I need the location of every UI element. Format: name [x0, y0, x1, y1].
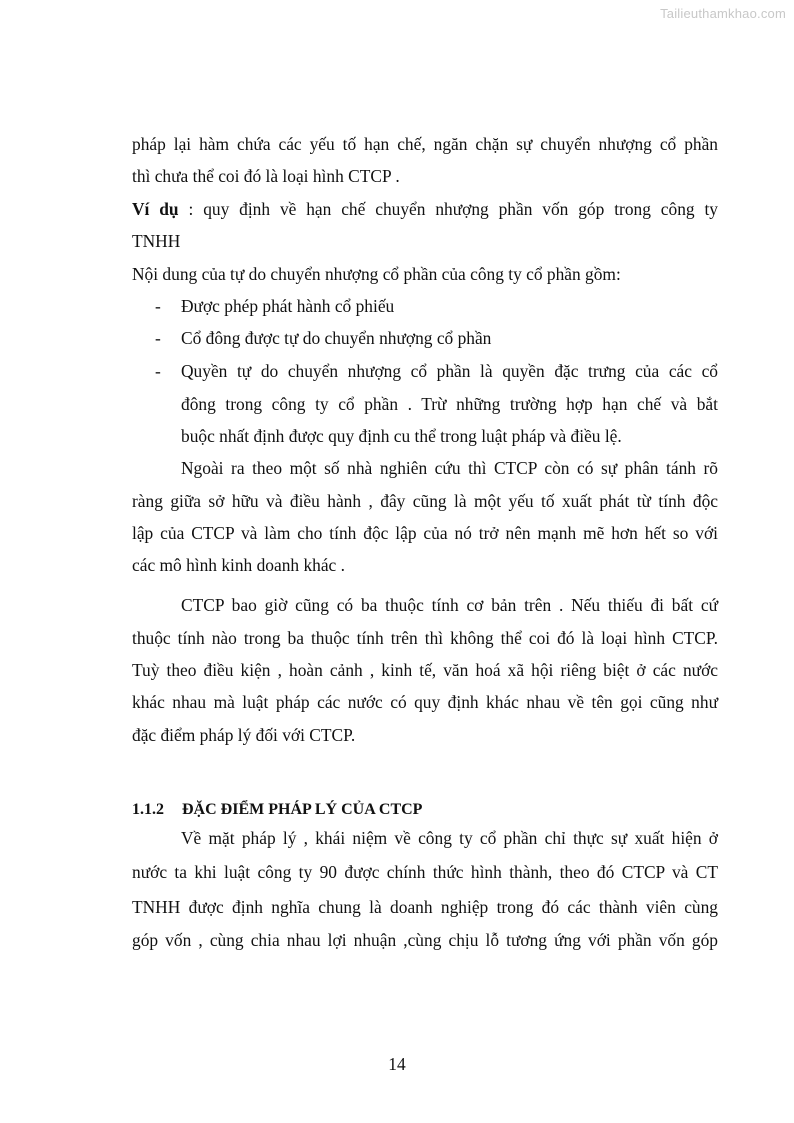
paragraph-line: các mô hình kinh doanh khác . [132, 555, 345, 575]
example-line [132, 198, 718, 220]
paragraph-line: ràng giữa sở hữu và điều hành , đây cũng là một yếu tố xuất phát từ tính độc [132, 491, 718, 511]
paragraph-line: Tuỳ theo điều kiện , hoàn cảnh , kinh tế, văn hoá xã hội riêng biệt ở các nước [132, 660, 718, 680]
section-heading [132, 799, 422, 821]
paragraph-line: góp vốn , cùng chia nhau lợi nhuận ,cùng chịu lỗ tương ứng với phần vốn góp [132, 930, 718, 950]
bullet-marker: - [155, 361, 161, 381]
paragraph-line: nước ta khi luật công ty 90 được chính thức hình thành, theo đó CTCP và CT [132, 862, 718, 882]
paragraph-line: Về mặt pháp lý , khái niệm về công ty cổ phần chỉ thực sự xuất hiện ở [181, 828, 718, 848]
bullet-item: Được phép phát hành cổ phiếu [181, 296, 395, 316]
example-label: Ví dụ [132, 199, 179, 219]
bullet-item-cont: đông trong công ty cổ phần . Trừ những trường hợp hạn chế và bắt [181, 394, 718, 414]
body-line: pháp lại hàm chứa các yếu tố hạn chế, ngăn chặn sự chuyển nhượng cổ phần [132, 134, 718, 154]
section-title: ĐẶC ĐIỂM PHÁP LÝ CỦA CTCP [182, 801, 423, 818]
paragraph-line: lập của CTCP và làm cho tính độc lập của nó trở nên mạnh mẽ hơn hết so với [132, 523, 718, 543]
paragraph-line: CTCP bao giờ cũng có ba thuộc tính cơ bản trên . Nếu thiếu đi bất cứ [181, 595, 718, 615]
page-number: 14 [388, 1054, 406, 1074]
bullet-item: Quyền tự do chuyển nhượng cổ phần là quyền đặc trưng của các cổ [181, 361, 718, 381]
example-text: : quy định về hạn chế chuyển nhượng phần vốn góp trong công ty [178, 199, 718, 219]
paragraph-line: đặc điểm pháp lý đối với CTCP. [132, 725, 356, 745]
bullet-item: Cổ đông được tự do chuyển nhượng cổ phần [181, 328, 492, 348]
bullet-marker: - [155, 328, 161, 348]
paragraph-line: TNHH được định nghĩa chung là doanh nghiệp trong đó các thành viên cùng [132, 897, 718, 917]
section-number: 1.1.2 [132, 801, 164, 818]
paragraph-line: Ngoài ra theo một số nhà nghiên cứu thì CTCP còn có sự phân tánh rõ [181, 458, 718, 478]
paragraph-line: khác nhau mà luật pháp các nước có quy định khác nhau về tên gọi cũng như [132, 692, 718, 712]
body-line: Nội dung của tự do chuyển nhượng cổ phần của công ty cổ phần gồm: [132, 264, 621, 284]
body-line: thì chưa thể coi đó là loại hình CTCP . [132, 166, 400, 186]
watermark-text: Tailieuthamkhao.com [660, 6, 786, 21]
bullet-item-cont: buộc nhất định được quy định cu thể trong luật pháp và điều lệ. [181, 426, 622, 446]
body-line: TNHH [132, 231, 181, 251]
bullet-marker: - [155, 296, 161, 316]
paragraph-line: thuộc tính nào trong ba thuộc tính trên thì không thể coi đó là loại hình CTCP. [132, 628, 718, 648]
